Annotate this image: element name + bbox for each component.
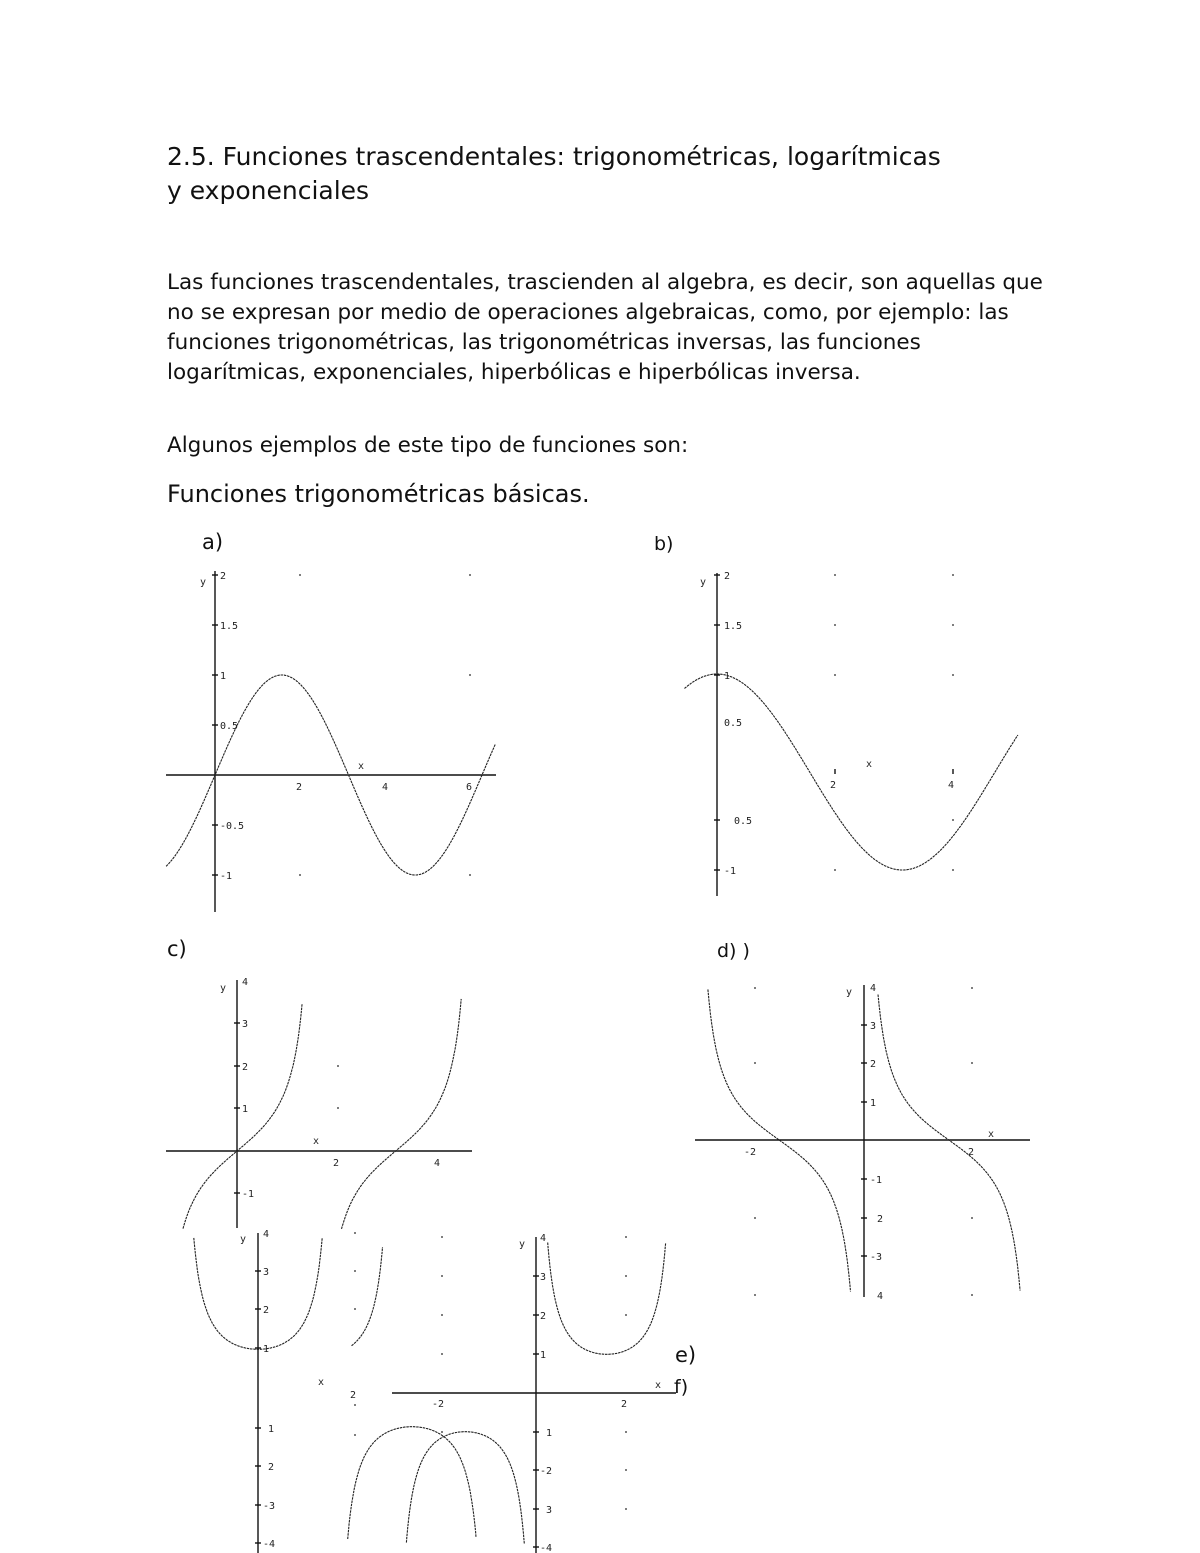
graph-a-y-tick: 0.5 — [220, 721, 239, 732]
graph-c-x-axis-label: x — [313, 1136, 320, 1147]
graph-b-y-tick: 1.5 — [724, 621, 743, 632]
graph-e-y-tick: 1 — [263, 1344, 270, 1355]
graph-f-y-tick: -2 — [540, 1466, 553, 1477]
graph-d-y-tick: 4 — [877, 1291, 884, 1302]
label-f: f) — [674, 1376, 689, 1398]
label-a: a) — [202, 530, 224, 554]
examples-intro: Algunos ejemplos de este tipo de funciones son: — [167, 433, 689, 458]
graph-b-y-axis-label: y — [700, 577, 707, 588]
graph-a-x-tick: 2 — [296, 782, 303, 793]
graph-e-y-tick: 2 — [263, 1305, 270, 1316]
intro-paragraph: Las funciones trascendentales, trascienden al algebra, es decir, son aquellas que no se expresan por medio de operaciones algebraicas, como, por ejemplo: las funciones trigonométricas, las trigonométricas inversas, las funciones logarítmicas, exponenciales, hiperbólicas e hiperbólicas inversa. — [167, 270, 1043, 385]
graph-f-x-tick: -2 — [432, 1399, 445, 1410]
graph-d-y-tick: -1 — [870, 1175, 883, 1186]
graph-b-x-tick: 4 — [948, 780, 955, 791]
graph-c-y-axis-label: y — [220, 983, 227, 994]
graph-c-x-tick: 4 — [434, 1158, 441, 1169]
graph-f-axes — [392, 1237, 676, 1553]
graph-f-y-tick: 1 — [540, 1350, 547, 1361]
label-e: e) — [675, 1343, 697, 1367]
graph-d-y-tick: 2 — [877, 1214, 884, 1225]
label-c: c) — [167, 937, 187, 961]
graph-c-x-tick: 2 — [333, 1158, 340, 1169]
graph-f-y-axis-label: y — [519, 1239, 526, 1250]
graph-d-y-tick: 3 — [870, 1021, 877, 1032]
graph-a-x-tick: 4 — [382, 782, 389, 793]
graph-e-y-tick: 1 — [268, 1424, 275, 1435]
graph-f-x-axis-label: x — [655, 1380, 662, 1391]
label-b: b) — [654, 533, 674, 555]
graph-f-y-tick: 3 — [546, 1505, 553, 1516]
graph-e-y-tick: 4 — [263, 1229, 270, 1240]
graph-c-y-tick: 1 — [242, 1104, 249, 1115]
graph-b-y-tick: 1 — [724, 671, 731, 682]
graph-a-y-tick: -1 — [220, 871, 233, 882]
graph-d-x-tick: -2 — [744, 1147, 757, 1158]
graph-a-y-tick: 1 — [220, 671, 227, 682]
graph-b-x-axis-label: x — [866, 759, 873, 770]
section-heading-line2: y exponenciales — [167, 176, 370, 205]
graph-e-y-tick: -4 — [263, 1539, 276, 1550]
graph-b-y-tick: -1 — [724, 866, 737, 877]
graph-f-y-tick: 1 — [546, 1428, 553, 1439]
subsection-title: Funciones trigonométricas básicas. — [167, 480, 590, 508]
graph-f-y-tick: -4 — [540, 1543, 553, 1553]
graph-e-y-tick: -3 — [263, 1501, 276, 1512]
graph-a-y-tick: 2 — [220, 571, 227, 582]
graph-a-x-tick: 6 — [466, 782, 473, 793]
graph-e-x-tick: 2 — [350, 1390, 357, 1401]
graph-d-y-tick: 4 — [870, 983, 877, 994]
graph-a-y-tick: -0.5 — [220, 821, 245, 832]
section-heading-line1: 2.5. Funciones trascendentales: trigonométricas, logarítmicas — [167, 142, 941, 171]
graph-e-y-axis-label: y — [240, 1234, 247, 1245]
graph-d-x-tick: 2 — [968, 1147, 975, 1158]
graph-b-x-tick: 2 — [830, 780, 837, 791]
graph-d-y-tick: -3 — [870, 1252, 883, 1263]
graph-f-grid-dots — [441, 1236, 627, 1510]
graph-c-y-tick: 3 — [242, 1019, 249, 1030]
graph-e-y-tick: 2 — [268, 1462, 275, 1473]
graph-b-y-tick: 2 — [724, 571, 731, 582]
graph-d-y-tick: 2 — [870, 1059, 877, 1070]
graph-a-y-tick: 1.5 — [220, 621, 239, 632]
graph-f-x-tick: 2 — [621, 1399, 628, 1410]
graph-d-y-tick: 1 — [870, 1098, 877, 1109]
graph-f-y-tick: 2 — [540, 1311, 547, 1322]
graph-f-y-tick: 4 — [540, 1233, 547, 1244]
label-d: d) ) — [717, 940, 750, 962]
graph-c-y-tick: 4 — [242, 977, 249, 988]
graph-c-y-tick: -1 — [242, 1189, 255, 1200]
graph-d-y-axis-label: y — [846, 987, 853, 998]
graph-c-y-tick: 2 — [242, 1062, 249, 1073]
graph-b-y-tick: 0.5 — [724, 718, 743, 729]
graph-b-y-tick: 0.5 — [734, 816, 753, 827]
graph-e-y-tick: 3 — [263, 1267, 270, 1278]
graph-d-x-axis-label: x — [988, 1129, 995, 1140]
graph-a-x-axis-label: x — [358, 761, 365, 772]
graph-e-x-axis-label: x — [318, 1377, 325, 1388]
graph-a-y-axis-label: y — [200, 577, 207, 588]
graph-f-y-tick: 3 — [540, 1272, 547, 1283]
